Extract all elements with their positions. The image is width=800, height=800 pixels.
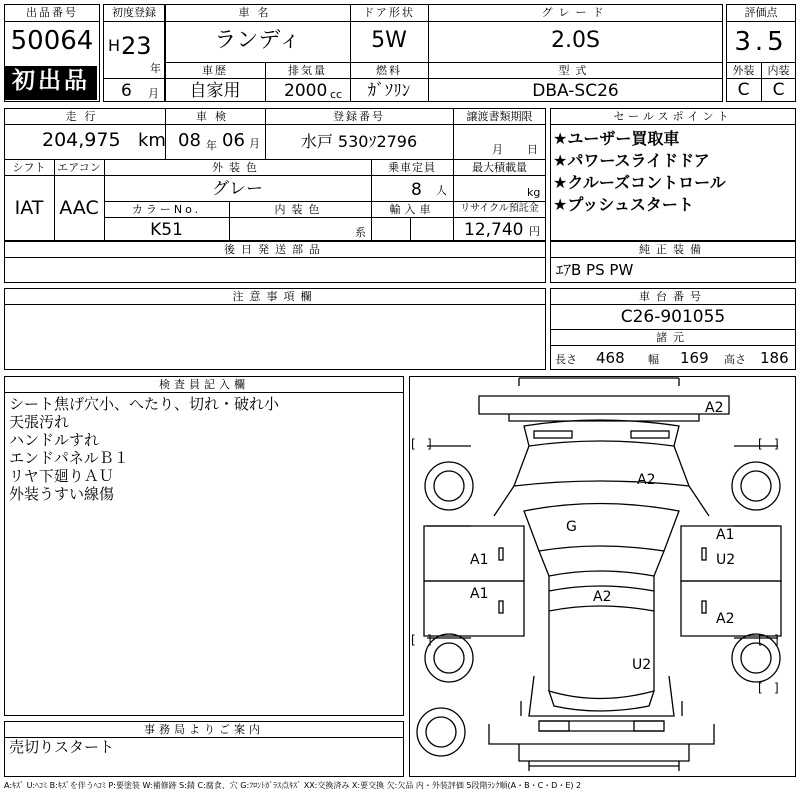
ac-label: エアコン	[57, 161, 101, 174]
inspection-month: 06	[222, 130, 245, 151]
fuel-label: 燃料	[376, 64, 402, 77]
car-name: ランディ	[214, 28, 301, 53]
damage-mark: A2	[716, 611, 735, 627]
mileage-unit: km	[138, 130, 166, 151]
height-label: 高さ	[724, 353, 746, 366]
damage-mark: G	[566, 519, 577, 535]
displacement-label: 排気量	[288, 64, 327, 77]
svg-text:]: ]	[427, 633, 432, 647]
recycle-unit: 円	[529, 225, 540, 238]
inspector-label: 検査員記入欄	[159, 378, 249, 391]
svg-text:[: [	[758, 437, 763, 451]
inspector-line-2: 天張汚れ	[9, 413, 70, 431]
transfer-label: 譲渡書類期限	[466, 110, 533, 123]
sales-point-3: ★クルーズコントロール	[553, 173, 726, 192]
grade: 2.0S	[551, 28, 600, 53]
notes-label: 注意事項欄	[232, 290, 318, 303]
svg-text:]: ]	[427, 437, 432, 451]
model-label: 型式	[558, 64, 593, 77]
shift: IAT	[14, 197, 44, 219]
history-label: 車歴	[202, 64, 228, 77]
damage-mark: A2	[637, 472, 656, 488]
sales-points-label: セールスポイント	[613, 110, 733, 123]
mileage-label: 走行	[65, 110, 104, 123]
svg-text:]: ]	[774, 633, 779, 647]
plate-label: 登録番号	[333, 110, 385, 123]
legend: A:ｷｽﾞ U:ﾍｺﾐ B:ｷｽﾞを伴うﾍｺﾐ P:要塗装 W:補修跡 S:錆 C:腐食、穴 G:ﾌﾛﾝﾄｶﾞﾗｽ点ｷｽﾞ XX:交換済み X:要交換 欠:欠品 内・外装評価 5段階ﾗﾝｸ順(A・B・C・D・E) 2	[4, 781, 582, 790]
inspector-line-6: 外装うすい線傷	[9, 485, 115, 503]
doors-label: ドア形状	[363, 6, 415, 19]
capacity-label: 乗車定員	[388, 161, 436, 174]
mileage: 204,975	[42, 129, 121, 151]
capacity: 8	[411, 180, 422, 200]
inspection-label: 車検	[196, 110, 234, 123]
inspector-line-4: エンドパネルＢ１	[9, 449, 129, 467]
interior-grade: C	[772, 80, 785, 100]
damage-mark: U2	[716, 552, 736, 568]
inspector-line-5: リヤ下廻りＡＵ	[9, 467, 114, 485]
damage-mark: A1	[716, 527, 735, 543]
ext-color-label: 外装色	[212, 161, 263, 174]
specs-label: 諸元	[656, 331, 690, 344]
ac: AAC	[59, 197, 99, 219]
shift-label: シフト	[12, 161, 46, 174]
svg-text:[: [	[411, 437, 416, 451]
car-name-label: 車名	[238, 6, 277, 19]
later-parts-label: 後日発送部品	[224, 243, 326, 256]
damage-mark: U2	[632, 657, 652, 673]
load-label: 最大積載量	[472, 161, 527, 174]
model: DBA-SC26	[532, 81, 619, 101]
first-listing-text: 初出品	[12, 68, 90, 94]
width-label: 幅	[648, 353, 659, 366]
width: 169	[680, 349, 709, 367]
score-label: 評価点	[744, 6, 778, 19]
plate: 水戸 530ｿ2796	[300, 132, 418, 151]
length-label: 長さ	[555, 353, 577, 366]
fuel: ｶﾞｿﾘﾝ	[367, 81, 411, 101]
score: 3.5	[734, 27, 788, 57]
recycle: 12,740	[464, 220, 524, 240]
exterior-label: 外装	[732, 64, 755, 77]
load-unit: kg	[527, 186, 541, 199]
chassis-label: 車台番号	[639, 290, 707, 303]
inspector-line-1: シート焦げ穴小、へたり、切れ・破れ小	[9, 395, 280, 413]
length: 468	[596, 349, 625, 367]
damage-mark: A2	[593, 589, 612, 605]
chassis-number: C26-901055	[620, 307, 726, 327]
office-label: 事務局よりご案内	[144, 723, 264, 736]
reg-month: 6	[121, 81, 132, 101]
grade-label: グレード	[541, 6, 610, 19]
recycle-label: リサイクル預託金	[460, 203, 539, 214]
history: 自家用	[189, 81, 241, 101]
car-diagram	[409, 376, 796, 777]
damage-mark: A2	[705, 400, 724, 416]
reg-year: 23	[121, 32, 152, 60]
svg-text:[: [	[411, 633, 416, 647]
color-no-label: カラーNo.	[131, 203, 202, 216]
inspector-line-3: ハンドルすれ	[9, 431, 100, 449]
inspection-month-unit: 月	[249, 137, 260, 150]
displacement: 2000	[284, 81, 328, 101]
svg-text:]: ]	[774, 681, 779, 695]
damage-mark: A1	[470, 586, 489, 602]
svg-text:[: [	[758, 633, 763, 647]
first-reg-label: 初度登録	[112, 6, 156, 19]
era-prefix: H	[108, 36, 121, 55]
exterior-grade: C	[737, 80, 750, 100]
color-no: K51	[150, 220, 183, 240]
transfer-day-unit: 日	[527, 143, 538, 156]
height: 186	[760, 349, 789, 367]
equipment-label: 純正装備	[639, 243, 707, 256]
displacement-unit: cc	[330, 88, 343, 101]
sales-point-1: ★ユーザー買取車	[553, 129, 680, 148]
inspection-year-unit: 年	[206, 139, 217, 152]
svg-text:]: ]	[774, 437, 779, 451]
int-color-label: 内装色	[274, 203, 326, 216]
svg-text:[: [	[758, 681, 763, 695]
reg-month-unit: 月	[148, 87, 159, 100]
office-text: 売切りスタート	[9, 738, 115, 756]
import-label: 輸入車	[389, 203, 435, 216]
interior-label: 内装	[767, 64, 790, 77]
lot-number: 50064	[10, 26, 94, 56]
int-color-unit: 系	[355, 226, 366, 239]
sales-point-4: ★プッシュスタート	[553, 195, 694, 214]
sales-point-2: ★パワースライドドア	[553, 151, 710, 170]
capacity-unit: 人	[436, 184, 447, 197]
equipment: ｴｱB PS PW	[556, 261, 634, 279]
transfer-month-unit: 月	[492, 143, 503, 156]
doors: 5W	[371, 28, 407, 53]
inspection-year: 08	[178, 130, 201, 151]
lot-label: 出品番号	[26, 6, 78, 19]
ext-color: グレー	[212, 179, 263, 199]
reg-year-unit: 年	[150, 62, 161, 75]
damage-mark: A1	[470, 552, 489, 568]
